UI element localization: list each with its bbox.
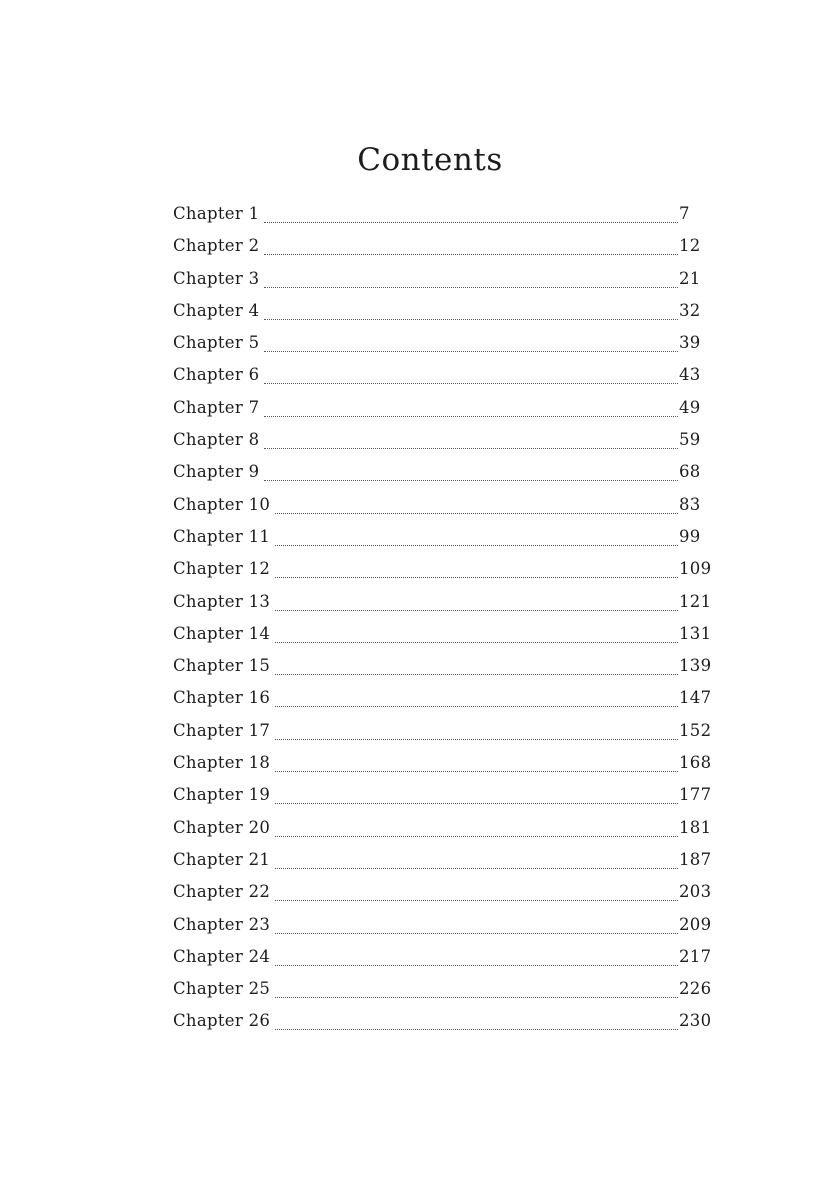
toc-entry[interactable] [173, 846, 713, 878]
toc-entry-label: Chapter 10 [173, 494, 271, 514]
toc-entry-label: Chapter 11 [173, 526, 271, 546]
toc-entry[interactable] [173, 620, 713, 652]
dot-leader [264, 222, 678, 223]
toc-entry[interactable] [173, 297, 713, 329]
toc-entry-page-number: 230 [679, 1011, 712, 1031]
toc-entry[interactable] [173, 652, 713, 684]
toc-entry[interactable] [173, 200, 713, 232]
toc-entry-label: Chapter 18 [173, 753, 271, 773]
toc-entry-label: Chapter 26 [173, 1011, 271, 1031]
toc-entry[interactable] [173, 265, 713, 297]
dot-leader [275, 1029, 678, 1030]
dot-leader [264, 319, 678, 320]
toc-entry[interactable] [173, 878, 713, 910]
dot-leader [275, 545, 678, 546]
toc-entry-label: Chapter 12 [173, 559, 271, 579]
dot-leader [275, 933, 678, 934]
toc-entry-page-number: 177 [679, 785, 712, 805]
toc-entry-page-number: 168 [679, 753, 712, 773]
toc-entry[interactable] [173, 684, 713, 716]
dot-leader [264, 416, 678, 417]
toc-entry-page-number: 83 [679, 494, 701, 514]
toc-entry-label: Chapter 14 [173, 623, 271, 643]
toc-entry-page-number: 32 [679, 300, 701, 320]
dot-leader [275, 706, 678, 707]
toc-entry-page-number: 152 [679, 720, 712, 740]
toc-entry-label: Chapter 7 [173, 397, 260, 417]
toc-entry-label: Chapter 3 [173, 268, 260, 288]
toc-entry[interactable] [173, 491, 713, 523]
toc-entry-label: Chapter 16 [173, 688, 271, 708]
toc-entry[interactable] [173, 523, 713, 555]
toc-entry-label: Chapter 22 [173, 882, 271, 902]
toc-entry[interactable] [173, 394, 713, 426]
dot-leader [275, 965, 678, 966]
toc-entry-page-number: 7 [679, 204, 690, 223]
toc-entry[interactable] [173, 458, 713, 490]
toc-entry-label: Chapter 13 [173, 591, 271, 611]
toc-entry-page-number: 217 [679, 946, 712, 966]
dot-leader [264, 287, 678, 288]
dot-leader [275, 868, 678, 869]
toc-entry-label: Chapter 25 [173, 979, 271, 999]
dot-leader [275, 997, 678, 998]
toc-entry-page-number: 203 [679, 882, 712, 902]
toc-entry[interactable] [173, 975, 713, 1007]
dot-leader [264, 351, 678, 352]
toc-entry[interactable] [173, 232, 713, 264]
toc-title: Contents [357, 142, 503, 178]
dot-leader [275, 739, 678, 740]
toc-entry[interactable] [173, 943, 713, 975]
dot-leader [275, 836, 678, 837]
dot-leader [264, 254, 678, 255]
toc-entry[interactable] [173, 814, 713, 846]
toc-entry-label: Chapter 23 [173, 914, 271, 934]
toc-entry[interactable] [173, 717, 713, 749]
toc-entry-page-number: 209 [679, 914, 712, 934]
toc-entry-page-number: 49 [679, 397, 701, 417]
toc-entry-label: Chapter 4 [173, 300, 260, 320]
dot-leader [264, 448, 678, 449]
toc-entry-label: Chapter 2 [173, 236, 260, 256]
toc-entry[interactable] [173, 361, 713, 393]
dot-leader [275, 610, 678, 611]
toc-entry-label: Chapter 1 [173, 204, 260, 223]
dot-leader [275, 803, 678, 804]
toc-entry-label: Chapter 8 [173, 430, 260, 450]
toc-list [173, 200, 713, 1040]
toc-entry-page-number: 147 [679, 688, 712, 708]
toc-entry[interactable] [173, 781, 713, 813]
toc-entry[interactable] [173, 555, 713, 587]
toc-entry-page-number: 68 [679, 462, 701, 482]
toc-entry-page-number: 109 [679, 559, 712, 579]
toc-entry-label: Chapter 24 [173, 946, 271, 966]
dot-leader [275, 771, 678, 772]
toc-entry-label: Chapter 20 [173, 817, 271, 837]
dot-leader [275, 642, 678, 643]
toc-entry-page-number: 99 [679, 526, 701, 546]
toc-entry[interactable] [173, 329, 713, 361]
toc-entry-page-number: 39 [679, 333, 701, 353]
toc-entry-page-number: 181 [679, 817, 712, 837]
toc-entry-label: Chapter 17 [173, 720, 271, 740]
toc-entry-label: Chapter 19 [173, 785, 271, 805]
toc-entry-page-number: 139 [679, 656, 712, 676]
toc-entry-page-number: 226 [679, 979, 712, 999]
dot-leader [275, 577, 678, 578]
toc-entry-page-number: 131 [679, 623, 712, 643]
dot-leader [275, 900, 678, 901]
toc-entry-page-number: 43 [679, 365, 701, 385]
toc-entry-page-number: 21 [679, 268, 701, 288]
toc-entry-label: Chapter 21 [173, 849, 271, 869]
toc-entry-page-number: 187 [679, 849, 712, 869]
dot-leader [275, 513, 678, 514]
toc-entry[interactable] [173, 911, 713, 943]
toc-entry-label: Chapter 9 [173, 462, 260, 482]
toc-entry[interactable] [173, 1007, 713, 1039]
toc-entry[interactable] [173, 588, 713, 620]
dot-leader [264, 383, 678, 384]
toc-entry-label: Chapter 15 [173, 656, 271, 676]
toc-entry-label: Chapter 5 [173, 333, 260, 353]
toc-entry[interactable] [173, 426, 713, 458]
toc-entry-page-number: 121 [679, 591, 712, 611]
toc-entry[interactable] [173, 749, 713, 781]
toc-entry-page-number: 59 [679, 430, 701, 450]
toc-entry-label: Chapter 6 [173, 365, 260, 385]
toc-entry-page-number: 12 [679, 236, 701, 256]
dot-leader [264, 480, 678, 481]
dot-leader [275, 674, 678, 675]
